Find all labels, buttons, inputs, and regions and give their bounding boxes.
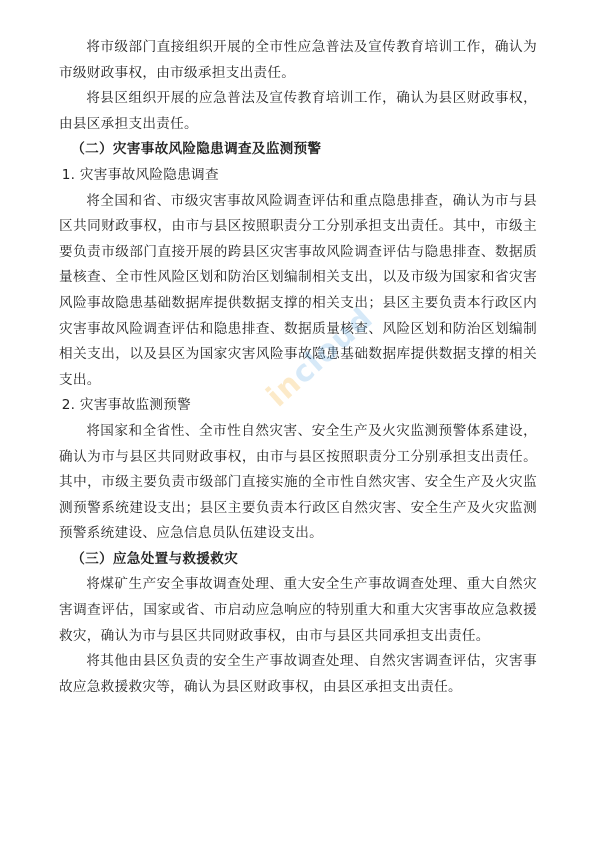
paragraph-county-response: 将其他由县区负责的安全生产事故调查处理、自然灾害调查评估，灾害事故应急救援救灾等，确认为县区财政事权，由县区承担支出责任。 bbox=[59, 653, 537, 695]
paragraph-city-training: 将市级部门直接组织开展的全市性应急普法及宣传教育培训工作，确认为市级财政事权，由市级承担支出责任。 bbox=[59, 39, 537, 81]
paragraph-county-training: 将县区组织开展的应急普法及宣传教育培训工作，确认为县区财政事权，由县区承担支出责任。 bbox=[59, 90, 537, 132]
watermark-part-1: in bbox=[260, 365, 309, 415]
section-heading-emergency-response: （三）应急处置与救援救灾 bbox=[71, 550, 238, 567]
watermark-part-2: cloud bbox=[284, 300, 381, 392]
paragraph-monitoring: 将国家和全省性、全市性自然灾害、安全生产及火灾监测预警体系建设，确认为市与县区共同财政事权，由市与县区按照职责分工分别承担支出责任。其中，市级主要负责市级部门直接实施的全市性自然灾害、安全生产及火灾监测预警系统建设支出；县区主要负责本行政区自然灾害、安全生产及火灾监测预警系统建设、应急信息员队伍建设支出。 bbox=[59, 422, 537, 542]
document-body bbox=[59, 35, 537, 700]
subheading-risk-survey: 1. 灾害事故风险隐患调查 bbox=[61, 166, 219, 183]
paragraph-joint-response: 将煤矿生产安全事故调查处理、重大安全生产事故调查处理、重大自然灾害调查评估，国家或省、市启动应急响应的特别重大和重大灾害事故应急救援救灾，确认为市与县区共同财政事权，由市与县区共同承担支出责任。 bbox=[59, 576, 537, 644]
section-heading-risk-survey: （二）灾害事故风险隐患调查及监测预警 bbox=[71, 141, 322, 158]
paragraph-risk-survey: 将全国和省、市级灾害事故风险调查评估和重点隐患排查，确认为市与县区共同财政事权，由市与县区按照职责分工分别承担支出责任。其中，市级主要负责市级部门直接开展的跨县区灾害事故风险调查评估与隐患排查、数据质量核查、全市性风险区划和防治区划编制相关支出，以及市级为国家和省灾害风险事故隐患基础数据库提供数据支撑的相关支出；县区主要负责本行政区内灾害事故风险调查评估和隐患排查、数据质量核查、风险区划和防治区划编制相关支出，以及县区为国家灾害风险事故隐患基础数据库提供数据支撑的相关支出。 bbox=[59, 192, 537, 388]
subheading-monitoring: 2. 灾害事故监测预警 bbox=[61, 397, 192, 414]
